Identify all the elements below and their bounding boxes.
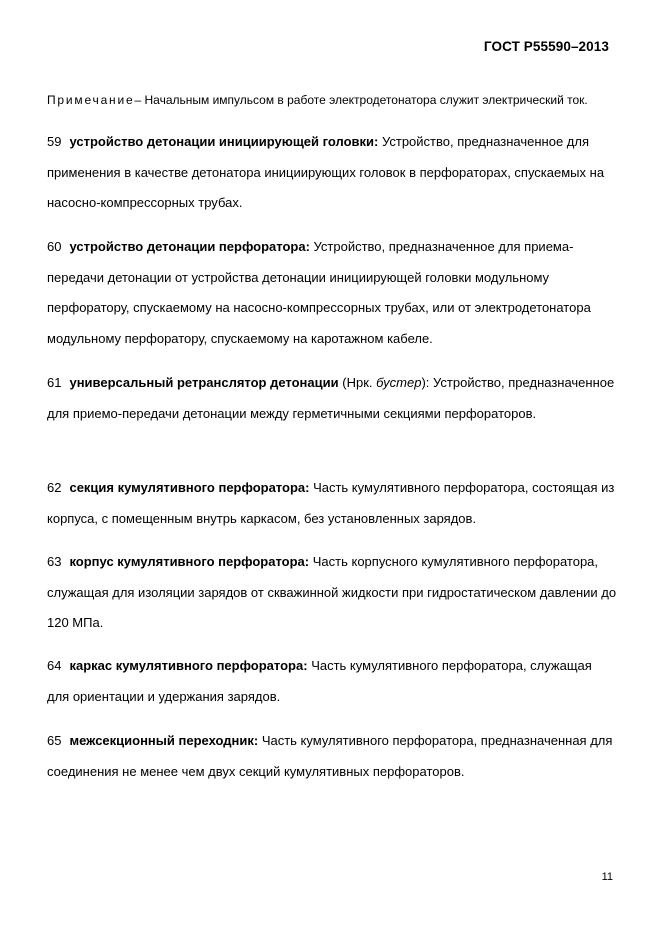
term-definition: Устройство, предназначенное для приема-передачи детонации от устройства детонации инициирующей головки модульному перфоратору, спускаемому на насосно-компрессорных трубах, или от электродетонатора модульному перфоратору, спускаемому на каротажном кабеле. [47,239,591,346]
term-definition: Устройство, предназначенное для приемо-передачи детонации между герметичными секциями перфораторов. [47,375,615,421]
term-entry-59 [47,127,617,219]
term-definition: Устройство, предназначенное для применения в качестве детонатора инициирующих головок в перфораторах, спускаемых на насосно-компрессорных трубах. [47,134,605,210]
term-entry-65 [47,726,617,787]
note-label: Примечание [47,93,135,107]
page-number: 11 [601,871,613,883]
term-entry-64 [47,651,617,712]
term-definition: Часть корпусного кумулятивного перфоратора, служащая для изоляции зарядов от скважинной жидкости при гидростатическом давлении до 120 МПа. [47,554,617,630]
note-dash: – [134,93,142,107]
term-alt-prefix: (Нрк. [342,375,373,390]
term-name: устройство детонации перфоратора: [69,239,310,254]
term-name: корпус кумулятивного перфоратора: [69,554,310,569]
term-name: секция кумулятивного перфоратора: [69,480,310,495]
term-name: универсальный ретранслятор детонации [69,375,339,390]
note-text: Начальным импульсом в работе электродетонатора служит электрический ток. [144,93,588,107]
term-number: 60 [47,239,62,254]
term-alt-suffix: ): [421,375,430,390]
term-definition: Часть кумулятивного перфоратора, предназначенная для соединения не менее чем двух секций кумулятивных перфораторов. [47,733,613,779]
term-name: устройство детонации инициирующей головки: [69,134,379,149]
note [47,93,588,107]
term-name: межсекционный переходник: [69,733,259,748]
term-number: 63 [47,554,62,569]
term-entry-60 [47,232,617,354]
term-number: 61 [47,375,62,390]
term-entry-62 [47,473,617,534]
term-definition: Часть кумулятивного перфоратора, состоящая из корпуса, с помещенным внутрь каркасом, без установленных зарядов. [47,480,615,526]
term-name: каркас кумулятивного перфоратора: [69,658,308,673]
term-number: 59 [47,134,62,149]
term-alt-name: бустер [376,375,422,390]
term-number: 62 [47,480,62,495]
term-entry-63 [47,547,617,639]
standard-header: ГОСТ Р55590–2013 [483,39,609,54]
term-number: 65 [47,733,62,748]
term-definition: Часть кумулятивного перфоратора, служащая для ориентации и удержания зарядов. [47,658,592,704]
term-number: 64 [47,658,62,673]
term-entry-61 [47,368,617,429]
